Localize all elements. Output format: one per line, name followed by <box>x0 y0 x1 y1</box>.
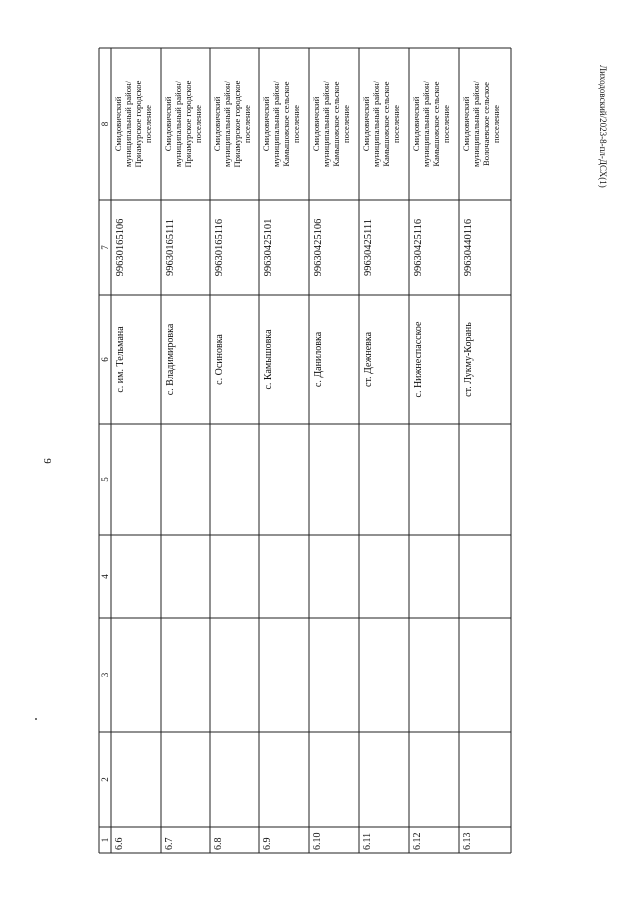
municipality-line: поселение <box>143 105 153 143</box>
row-number: 6.11 <box>362 832 373 850</box>
municipality-line: муниципальный район/ <box>173 81 183 167</box>
municipality-line: Смидовичский <box>261 96 271 152</box>
municipality-line: поселение <box>341 105 351 143</box>
oktmo-code: 99630425116 <box>413 218 424 277</box>
row-number: 6.13 <box>462 832 473 850</box>
municipality-line: Смидовичский <box>163 96 173 152</box>
municipality-line: муниципальный район/ <box>222 81 232 167</box>
municipality-line: поселение <box>193 105 203 143</box>
oktmo-code: 99630425106 <box>313 218 324 277</box>
municipality-line: муниципальный район/ <box>371 81 381 167</box>
municipality-line: Приамурское городское <box>133 80 143 168</box>
municipality-line: Приамурское городское <box>232 80 242 168</box>
row-number: 6.9 <box>262 837 273 850</box>
column-number-5: 5 <box>100 477 110 482</box>
settlement-name: ст. Дежневка <box>363 331 374 388</box>
settlement-name: с. Камышовка <box>263 329 274 390</box>
oktmo-code: 99630425101 <box>263 218 274 277</box>
municipality-line: Камышовское сельское <box>281 81 291 167</box>
settlement-name: с. Владимировка <box>165 323 176 396</box>
row-number: 6.6 <box>114 837 125 850</box>
municipality-line: поселение <box>242 105 252 143</box>
page-number: 9 <box>40 458 53 464</box>
municipality-line: поселение <box>491 105 501 143</box>
municipality-line: Волочаевское сельское <box>481 82 491 166</box>
column-number-7: 7 <box>100 245 110 250</box>
row-number: 6.8 <box>213 837 224 850</box>
oktmo-code: 99630425111 <box>363 219 374 276</box>
column-number-1: 1 <box>100 837 110 843</box>
municipality-line: Смидовичский <box>212 96 222 152</box>
settlement-name: с. им. Тельмана <box>115 326 126 393</box>
row-number: 6.12 <box>412 832 423 850</box>
municipality-line: Смидовичский <box>311 96 321 152</box>
municipality-line: поселение <box>391 105 401 143</box>
column-number-3: 3 <box>100 672 110 678</box>
municipality-line: Смидовичский <box>361 96 371 152</box>
municipality-line: Камышовское сельское <box>381 81 391 167</box>
municipality-line: Смидовичский <box>113 96 123 152</box>
municipality-line: поселение <box>441 105 451 143</box>
settlement-name: с. Осиновка <box>214 334 225 385</box>
oktmo-code: 99630165111 <box>165 219 176 276</box>
municipality-line: муниципальный район/ <box>421 81 431 167</box>
municipality-line: Приамурское городское <box>183 80 193 168</box>
oktmo-code: 99630440116 <box>463 218 474 277</box>
row-number: 6.10 <box>312 832 323 850</box>
municipality-line: Смидовичский <box>461 96 471 152</box>
document-code-text: Лиходовский/2023-8-пл-ДСХ(1) <box>598 65 608 188</box>
municipality-line: Смидовичский <box>411 96 421 152</box>
row-number: 6.7 <box>164 837 175 850</box>
municipality-line: Камышовское сельское <box>331 81 341 167</box>
municipality-line: муниципальный район/ <box>123 81 133 167</box>
column-number-2: 2 <box>100 777 110 782</box>
municipality-line: поселение <box>291 105 301 143</box>
column-number-6: 6 <box>100 357 110 362</box>
municipality-line: муниципальный район/ <box>321 81 331 167</box>
column-number-4: 4 <box>100 574 110 579</box>
municipality-line: муниципальный район/ <box>271 81 281 167</box>
oktmo-code: 99630165116 <box>214 218 225 277</box>
settlement-name: с. Нижнеспасское <box>413 321 424 398</box>
municipality-line: муниципальный район/ <box>471 81 481 167</box>
settlement-name: ст. Лукму-Корань <box>463 322 474 397</box>
municipality-line: Камышовское сельское <box>431 81 441 167</box>
settlement-name: с. Даниловка <box>313 331 324 388</box>
oktmo-code: 99630165106 <box>115 218 126 277</box>
column-number-8: 8 <box>100 121 110 127</box>
